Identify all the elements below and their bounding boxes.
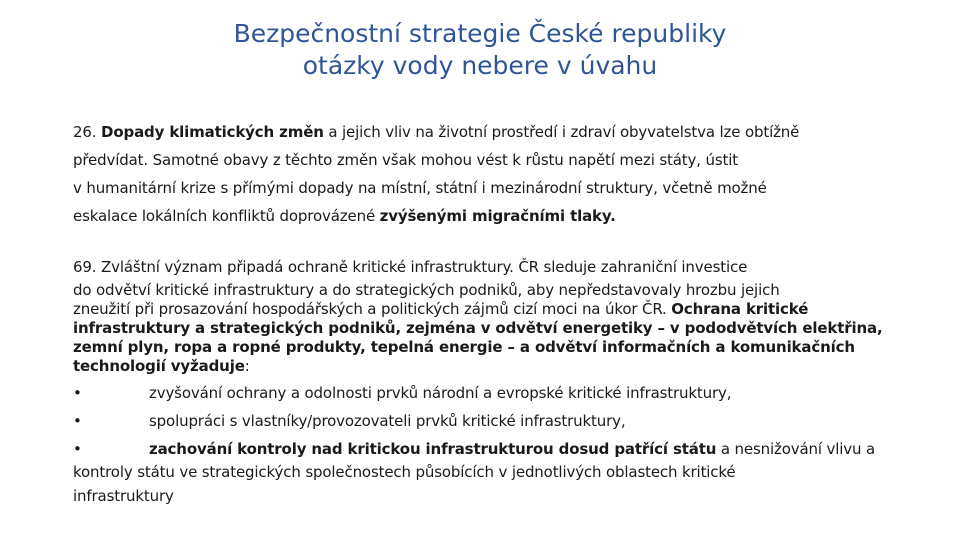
p26-line-1 [73,118,893,146]
p69-line-3-bold: Ochrana kritické [671,300,809,318]
bullet-3-marker: • [73,440,82,458]
bullet-item-1 [73,379,893,407]
bullet-1-marker: • [73,384,82,402]
bullet-1-text: zvyšování ochrany a odolnosti prvků národní a evropské kritické infrastruktury, [149,384,732,402]
p26-number: 26. [73,123,102,141]
p26-bold-ending: zvýšenými migračními tlaky. [379,207,616,225]
p69-line-4 [73,319,893,338]
p69-line-5-bold: zemní plyn, ropa a ropné produkty, tepelná energie – a odvětví informačních a komunikačních [73,338,855,356]
title-line-2: otázky vody nebere v úvahu [302,51,658,80]
p69-continuation-1: kontroly státu ve strategických společnostech působících v jednotlivých oblastech kritické [73,463,736,481]
paragraph-69 [73,253,893,510]
p26-line-1-rest: a jejich vliv na životní prostředí i zdraví obyvatelstva lze obtížně [323,123,800,141]
p26-line-4 [73,202,893,230]
p69-line-2: do odvětví kritické infrastruktury a do strategických podniků, aby nepředstavovaly hrozbu jejich [73,281,780,299]
p69-line-6-colon: : [244,357,250,375]
p69-line-6 [73,357,893,376]
bullet-item-2 [73,407,893,435]
bullet-2-text: spolupráci s vlastníky/provozovateli prvků kritické infrastruktury, [149,412,626,430]
p69-line-1: 69. Zvláštní význam připadá ochraně kritické infrastruktury. ČR sleduje zahraniční investice [73,258,748,276]
slide-title [0,18,960,82]
p69-line-3 [73,300,893,319]
title-line-1: Bezpečnostní strategie České republiky [233,19,727,48]
bullet-item-3 [73,435,893,463]
p69-continuation-2: infrastruktury [73,487,174,505]
p69-line-5 [73,338,893,357]
p69-line-4-bold: infrastruktury a strategických podniků, zejména v odvětví energetiky – v pododvětvích elektřina, [73,319,883,337]
p26-line-4-text: eskalace lokálních konfliktů doprovázené [73,207,380,225]
bullet-2-marker: • [73,412,82,430]
p26-line-2: předvídat. Samotné obavy z těchto změn však mohou vést k růstu napětí mezi státy, ústit [73,151,738,169]
p26-bold-phrase: Dopady klimatických změn [101,123,324,141]
p69-line-6-bold: technologií vyžaduje [73,357,245,375]
bullet-3-bold: zachování kontroly nad kritickou infrastrukturou dosud patřící státu [149,440,717,458]
paragraph-26 [73,118,893,230]
bullet-3-rest: a nesnižování vlivu a [716,440,876,458]
p26-line-3: v humanitární krize s přímými dopady na místní, státní i mezinárodní struktury, včetně možné [73,179,767,197]
p69-line-3-text: zneužití při prosazování hospodářských a politických zájmů cizí moci na úkor ČR. [73,300,672,318]
